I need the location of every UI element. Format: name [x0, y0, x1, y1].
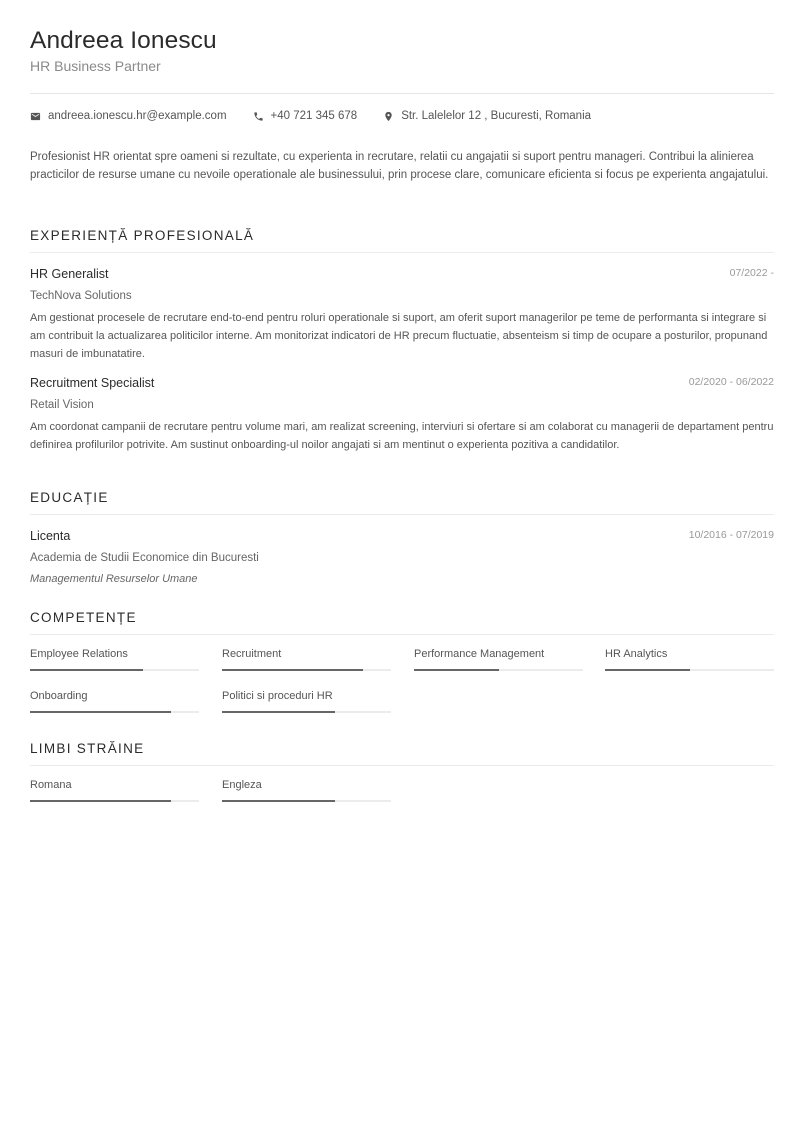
level-segment [335, 669, 363, 671]
job-description: Am gestionat procesele de recrutare end-to-end pentru roluri operationale si suport, am oferit suport managerilor pe teme de performanta si integrare si am contribuit la actualizarea politicilor interne. Am monitorizat indicatori de HR precum fluctuatie, absenteism si timp de ocupare a posturilor, propunand masuri de imbunatatire. [30, 312, 768, 360]
level-segment [307, 711, 335, 713]
level-segment [661, 669, 689, 671]
level-segment [307, 669, 335, 671]
experience-heading: EXPERIENȚĂ PROFESIONALĂ [30, 228, 255, 243]
language-label: Engleza [222, 779, 262, 791]
level-segment [30, 669, 58, 671]
phone-text[interactable]: +40 721 345 678 [270, 110, 358, 122]
job-title: HR Generalist [30, 267, 109, 281]
school-name: Academia de Studii Economice din Bucuresti [30, 552, 259, 564]
phone-icon [253, 111, 264, 122]
language-label: Romana [30, 779, 72, 791]
study-field: Managementul Resurselor Umane [30, 573, 198, 585]
level-segment [115, 669, 143, 671]
skill-level-bar [222, 669, 391, 671]
level-segment [555, 669, 583, 671]
skills-heading: COMPETENȚE [30, 610, 137, 625]
level-segment [143, 711, 171, 713]
skill-item [222, 648, 391, 671]
level-segment [335, 800, 363, 802]
skill-level-bar [414, 669, 583, 671]
level-segment [690, 669, 718, 671]
level-segment [335, 711, 363, 713]
level-segment [222, 711, 250, 713]
skill-label: HR Analytics [605, 648, 668, 660]
email-text[interactable]: andreea.ionescu.hr@example.com [48, 110, 227, 122]
skill-level-bar [30, 669, 199, 671]
level-segment [58, 711, 86, 713]
level-segment [58, 800, 86, 802]
skill-label: Employee Relations [30, 648, 128, 660]
contact-address [383, 110, 591, 122]
job-date: 07/2022 - [729, 267, 774, 279]
level-segment [30, 711, 58, 713]
contact-phone [253, 110, 358, 122]
mail-icon [30, 111, 41, 122]
level-segment [278, 711, 306, 713]
level-segment [527, 669, 555, 671]
skill-level-bar [30, 711, 199, 713]
language-item [222, 779, 391, 802]
level-segment [470, 669, 498, 671]
skills-divider [30, 634, 774, 635]
job-company: Retail Vision [30, 399, 94, 411]
level-segment [746, 669, 774, 671]
skill-item [30, 690, 199, 713]
skill-item [605, 648, 774, 671]
level-segment [499, 669, 527, 671]
languages-divider [30, 765, 774, 766]
skill-label: Politici si proceduri HR [222, 690, 333, 702]
level-segment [58, 669, 86, 671]
job-date: 02/2020 - 06/2022 [688, 376, 774, 388]
level-segment [363, 711, 391, 713]
level-segment [250, 800, 278, 802]
level-segment [143, 669, 171, 671]
level-segment [143, 800, 171, 802]
level-segment [86, 669, 114, 671]
contact-bar [30, 110, 617, 122]
level-segment [115, 711, 143, 713]
level-segment [222, 800, 250, 802]
language-level-bar [30, 800, 199, 802]
level-segment [115, 800, 143, 802]
skill-level-bar [222, 711, 391, 713]
level-segment [171, 669, 199, 671]
level-segment [363, 669, 391, 671]
languages-heading: LIMBI STRĂINE [30, 741, 145, 756]
level-segment [442, 669, 470, 671]
header-divider [30, 93, 774, 94]
language-level-bar [222, 800, 391, 802]
skill-label: Onboarding [30, 690, 88, 702]
level-segment [278, 800, 306, 802]
level-segment [414, 669, 442, 671]
level-segment [363, 800, 391, 802]
level-segment [86, 711, 114, 713]
job-company: TechNova Solutions [30, 290, 132, 302]
level-segment [30, 800, 58, 802]
level-segment [222, 669, 250, 671]
address-text: Str. Lalelelor 12 , Bucuresti, Romania [401, 110, 592, 122]
experience-divider [30, 252, 774, 253]
location-pin-icon [383, 111, 394, 122]
contact-email [30, 110, 227, 122]
level-segment [605, 669, 633, 671]
level-segment [171, 800, 199, 802]
education-heading: EDUCAȚIE [30, 490, 109, 505]
skill-item [30, 648, 199, 671]
skill-level-bar [605, 669, 774, 671]
education-date: 10/2016 - 07/2019 [688, 529, 774, 541]
skill-item [414, 648, 583, 671]
level-segment [171, 711, 199, 713]
candidate-title: HR Business Partner [30, 58, 161, 74]
level-segment [250, 669, 278, 671]
profile-summary: Profesionist HR orientat spre oameni si rezultate, cu experienta in recrutare, relatii cu angajatii si suport pentru manageri. Contribui la alinierea practicilor de resurse umane cu nevoile operationale ale businessului, prin procese clare, comunicare eficienta si focus pe experienta angajatului. [30, 151, 769, 181]
level-segment [307, 800, 335, 802]
skill-item [222, 690, 391, 713]
education-divider [30, 514, 774, 515]
skill-label: Recruitment [222, 648, 282, 660]
language-item [30, 779, 199, 802]
level-segment [86, 800, 114, 802]
level-segment [718, 669, 746, 671]
candidate-name: Andreea Ionescu [30, 27, 217, 54]
job-title: Recruitment Specialist [30, 376, 155, 390]
degree-title: Licenta [30, 529, 71, 543]
level-segment [278, 669, 306, 671]
level-segment [250, 711, 278, 713]
level-segment [633, 669, 661, 671]
job-description: Am coordonat campanii de recrutare pentru volume mari, am realizat screening, interviuri si ofertare si am colaborat cu managerii de departament pentru definirea profilurilor potrivite. Am sustinut onboarding-ul noilor angajati si am mentinut o experienta pozitiva a candidatilor. [30, 421, 774, 451]
skill-label: Performance Management [414, 648, 545, 660]
